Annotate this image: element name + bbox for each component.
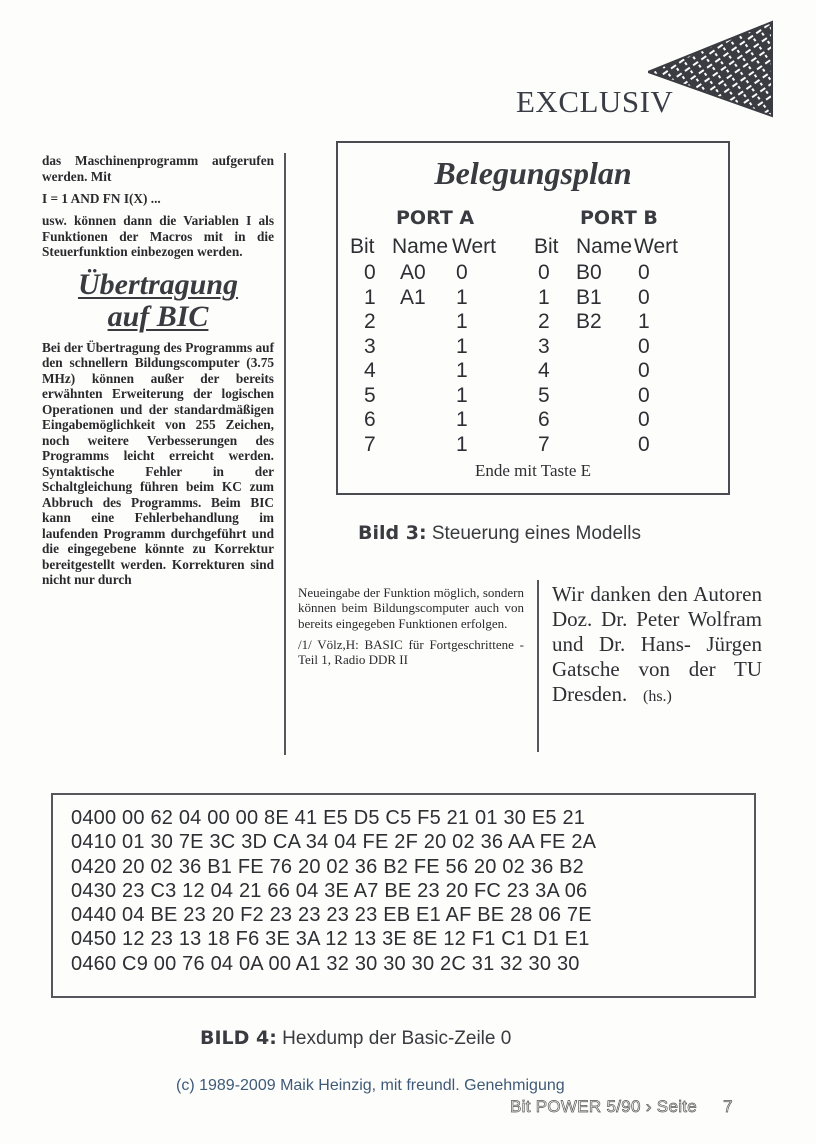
- port-b-name-cell: B2: [576, 310, 602, 333]
- section-title: EXCLUSIV: [516, 84, 674, 119]
- figure-title: Belegungsplan: [434, 155, 632, 191]
- hexdump-lines: [71, 806, 596, 976]
- port-a-name-cell: A1: [400, 285, 426, 309]
- hexdump-figure: [51, 793, 756, 998]
- bic-paragraph: Bei der Übertragung des Programms auf den schnellern Bildungscomputer (3.75 MHz) können außer der bereits erwähnten Erweiterung der logischen Operationen und der standardmäßigen Eingabemöglichkeit von 255 Zeichen, noch weitere Verbesserungen des Programms leicht erreicht werden. Syntaktische Fehler in der Schaltgleichung führen beim KC zum Abbruch des Programms. Beim BIC kann eine Fehlerbehandlung im laufenden Programm durchgeführt und die eingegebene könnte zu Korrektur bereitgestellt werden. Korrekturen sind nicht nur durch: [42, 339, 274, 587]
- port-b-label: PORT B: [580, 207, 658, 229]
- middle-column: [298, 585, 524, 667]
- port-b-wert-cell: 0: [638, 334, 650, 358]
- port-a-header-name: Name: [392, 235, 449, 258]
- port-a-wert-cell: 0: [456, 261, 468, 284]
- author-signature: (hs.): [642, 688, 672, 705]
- caption-text: Hexdump der Basic-Zeile 0: [276, 1028, 512, 1049]
- caption-label: BILD 4:: [200, 1027, 277, 1049]
- hexdump-line: 0430 23 C3 12 04 21 66 04 3E A7 BE 23 20 FC 23 3A 06: [71, 879, 588, 902]
- intro-paragraph: das Maschinenprogramm aufgerufen werden. Mit: [42, 153, 274, 184]
- port-b-wert-cell: 0: [638, 285, 650, 309]
- port-a-bit-cell: 4: [364, 359, 376, 382]
- heading-line-2: auf BIC: [107, 299, 209, 333]
- port-b-bit-cell: 2: [538, 310, 550, 333]
- formula-line: I = 1 AND FN I(X) ...: [42, 191, 161, 206]
- port-b-name-cell: B0: [576, 261, 602, 284]
- hexdump-line: 0440 04 BE 23 20 F2 23 23 23 23 EB E1 AF BE 28 06 7E: [71, 904, 592, 927]
- port-b-bit-cell: 6: [538, 408, 550, 431]
- port-a-bit-cell: 2: [364, 310, 376, 333]
- port-b-header-wert: Wert: [634, 235, 678, 258]
- magazine-issue: Bit POWER 5/90 › Seite: [510, 1097, 698, 1116]
- port-a-wert-cell: 1: [456, 432, 468, 456]
- page-footer: [510, 1097, 733, 1117]
- port-a-bit-cell: 0: [364, 261, 376, 284]
- port-a-name-cell: A0: [400, 261, 426, 284]
- continuation-paragraph: Neueingabe der Funktion möglich, sondern können beim Bildungscomputer auch von bereits eingegeben Funktionen erfolgen.: [298, 585, 524, 631]
- port-b-header-name: Name: [576, 235, 633, 258]
- port-a-label: PORT A: [396, 207, 475, 229]
- port-a-wert-cell: 1: [456, 310, 468, 333]
- port-b-bit-cell: 5: [538, 383, 550, 407]
- port-b-bit-cell: 7: [538, 432, 550, 456]
- port-a-header-bit: Bit: [350, 235, 375, 258]
- acknowledgement: [552, 582, 762, 709]
- hexdump-line: 0460 C9 00 76 04 0A 00 A1 32 30 30 30 2C 31 32 30 30: [71, 952, 580, 975]
- hexdump-line: 0410 01 30 7E 3C 3D CA 34 04 FE 2F 20 02 36 AA FE 2A: [71, 831, 597, 854]
- port-b-wert-cell: 0: [638, 432, 650, 456]
- port-a-wert-cell: 1: [456, 408, 468, 431]
- port-b-bit-cell: 0: [538, 261, 550, 284]
- port-a-wert-cell: 1: [456, 383, 468, 407]
- section-heading: [42, 269, 274, 333]
- figure-3-caption: [358, 522, 641, 545]
- hexdump-line: 0400 00 62 04 00 00 8E 41 E5 D5 C5 F5 21 01 30 E5 21: [71, 807, 586, 829]
- port-a-header-wert: Wert: [452, 235, 496, 258]
- port-b-name-cell: B1: [576, 285, 602, 309]
- port-a-bit-cell: 3: [364, 334, 376, 358]
- macro-paragraph: usw. können dann die Variablen I als Funktionen der Macros mit in die Steuerfunktion einbezogen werden.: [42, 213, 274, 259]
- port-a-wert-cell: 1: [456, 334, 468, 358]
- port-a-bit-cell: 5: [364, 383, 376, 407]
- port-b-bit-cell: 1: [538, 285, 550, 309]
- copyright-notice: (c) 1989-2009 Maik Heinzig, mit freundl. Genehmigung: [176, 1077, 565, 1094]
- port-b-wert-cell: 0: [638, 383, 650, 407]
- port-b-bit-cell: 3: [538, 334, 550, 358]
- caption-text: Steuerung eines Modells: [426, 523, 641, 544]
- port-b-wert-cell: 0: [638, 261, 650, 284]
- port-b-header-bit: Bit: [534, 235, 559, 258]
- hexdump-line: 0420 20 02 36 B1 FE 76 20 02 36 B2 FE 56 20 02 36 B2: [71, 855, 585, 878]
- reference-entry: /1/ Völz,H: BASIC für Fortgeschrittene - Teil 1, Radio DDR II: [298, 636, 524, 668]
- port-a-bit-cell: 7: [364, 432, 376, 456]
- thanks-text: Wir danken den Autoren Doz. Dr. Peter Wolfram und Dr. Hans- Jürgen Gatsche von der TU Dresden.: [552, 582, 762, 706]
- heading-line-1: Übertragung: [77, 267, 239, 301]
- page-number: 7: [723, 1097, 733, 1116]
- caption-label: Bild 3:: [358, 522, 427, 544]
- column-divider-middle: [537, 580, 539, 752]
- port-a-bit-cell: 1: [364, 285, 376, 309]
- hexdump-line: 0450 12 23 13 18 F6 3E 3A 12 13 3E 8E 12 F1 C1 D1 E1: [71, 928, 590, 951]
- port-a-bit-cell: 6: [364, 408, 376, 431]
- port-b-wert-cell: 0: [638, 408, 650, 431]
- port-b-wert-cell: 0: [638, 359, 650, 382]
- figure-4-caption: [200, 1027, 511, 1050]
- figure-footer-note: Ende mit Taste E: [474, 461, 592, 480]
- left-column: [42, 153, 274, 588]
- belegungsplan-figure: [336, 141, 730, 495]
- port-b-bit-cell: 4: [538, 359, 550, 382]
- port-a-wert-cell: 1: [456, 359, 468, 382]
- port-b-wert-cell: 1: [638, 310, 650, 333]
- port-a-wert-cell: 1: [456, 285, 468, 309]
- column-divider-left: [284, 153, 286, 755]
- right-column: [552, 582, 762, 709]
